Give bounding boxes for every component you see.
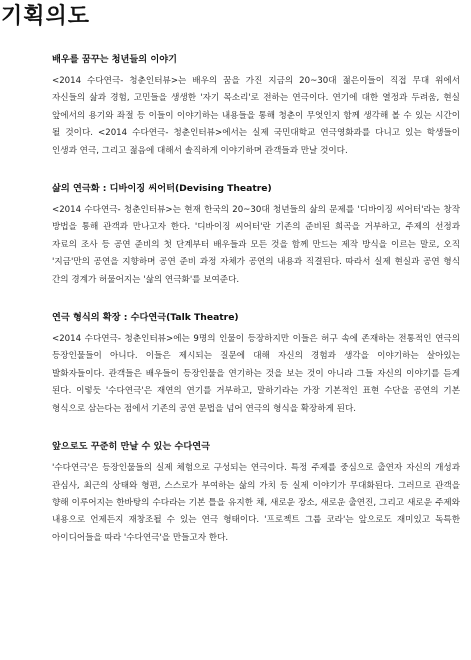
section-aspiring-actors <box>52 52 460 160</box>
section-body: <2014 수다연극- 청춘인터뷰>는 현재 한국의 20~30대 청년들의 삶의 문제를 '디바이징 씨어터'라는 창작 방법을 통해 관객과 만나고자 한다. '디바이징 씨어터'란 기존의 준비된 희곡을 거부하고, 주제의 선정과 자료의 조사 등 공연 준비의 첫 단계부터 배우들과 모든 것을 함께 만드는 제작 방식을 이르는 말로, 오직 '지금'만의 공연을 지향하며 공연 준비 과정 자체가 공연의 내용과 직결된다. 따라서 실제 현실과 공연 형식 간의 경계가 허물어지는 '삶의 연극화'를 보여준다. <box>52 205 460 285</box>
page-title: 기획의도 <box>1 4 91 29</box>
section-heading: 앞으로도 꾸준히 만날 수 있는 수다연극 <box>52 441 210 453</box>
section-body: <2014 수다연극- 청춘인터뷰>에는 9명의 인물이 등장하지만 이들은 허구 속에 존재하는 전통적인 연극의 등장인물들이 아니다. 이들은 제시되는 질문에 대해 자신의 경험과 생각을 이야기하는 살아있는 발화자들이다. 관객들은 배우들이 등장인물을 연기하는 것을 보는 것이 아니라 그들 자신의 이야기를 듣게 된다. 이렇듯 '수다연극'은 재연의 연기를 거부하고, 말하기라는 가장 기본적인 표현 수단을 공연의 기본 형식으로 삼는다는 점에서 기존의 공연 문법을 넘어 연극의 형식을 확장하게 된다. <box>52 334 460 414</box>
section-heading: 배우를 꿈꾸는 청년들의 이야기 <box>52 54 177 65</box>
document-content <box>52 52 460 568</box>
section-heading: 연극 형식의 확장 : 수다연극(Talk Theatre) <box>52 312 239 324</box>
section-body: '수다연극'은 등장인물들의 실제 체험으로 구성되는 연극이다. 특정 주제를 중심으로 출연자 자신의 개성과 관심사, 최근의 상태와 형편, 스스로가 부여하는 삶의 가치 등 실제 이야기가 무대화된다. 그러므로 관객을 향해 이루어지는 한바탕의 수다라는 기본 틀을 유지한 채, 새로운 장소, 새로운 출연진, 그리고 새로운 주제와 내용으로 언제든지 재창조될 수 있는 연극 형태이다. '프로젝트 그룹 코라'는 앞으로도 재미있고 독특한 아이디어들을 따라 '수다연극'을 만들고자 한다. <box>52 463 460 543</box>
section-talk-theatre <box>52 310 460 418</box>
section-devising-theatre <box>52 181 460 289</box>
section-heading: 삶의 연극화 : 디바이징 씨어터(Devising Theatre) <box>52 183 272 195</box>
section-future-plans <box>52 439 460 547</box>
section-body: <2014 수다연극- 청춘인터뷰>는 배우의 꿈을 가진 지금의 20~30대 젊은이들이 직접 무대 위에서 자신들의 삶과 경험, 고민들을 생생한 '자기 목소리'로 전하는 연극이다. 연기에 대한 열정과 두려움, 현실 앞에서의 용기와 좌절 등 이들이 이야기하는 내용들을 통해 청춘이 무엇인지 함께 생각해 볼 수 있는 시간이 될 것이다. <2014 수다연극- 청춘인터뷰>에서는 실제 국민대학교 연극영화과를 다니고 있는 학생들이 인생과 연극, 그리고 젊음에 대해서 솔직하게 이야기하며 관객들과 만날 것이다. <box>52 76 460 156</box>
